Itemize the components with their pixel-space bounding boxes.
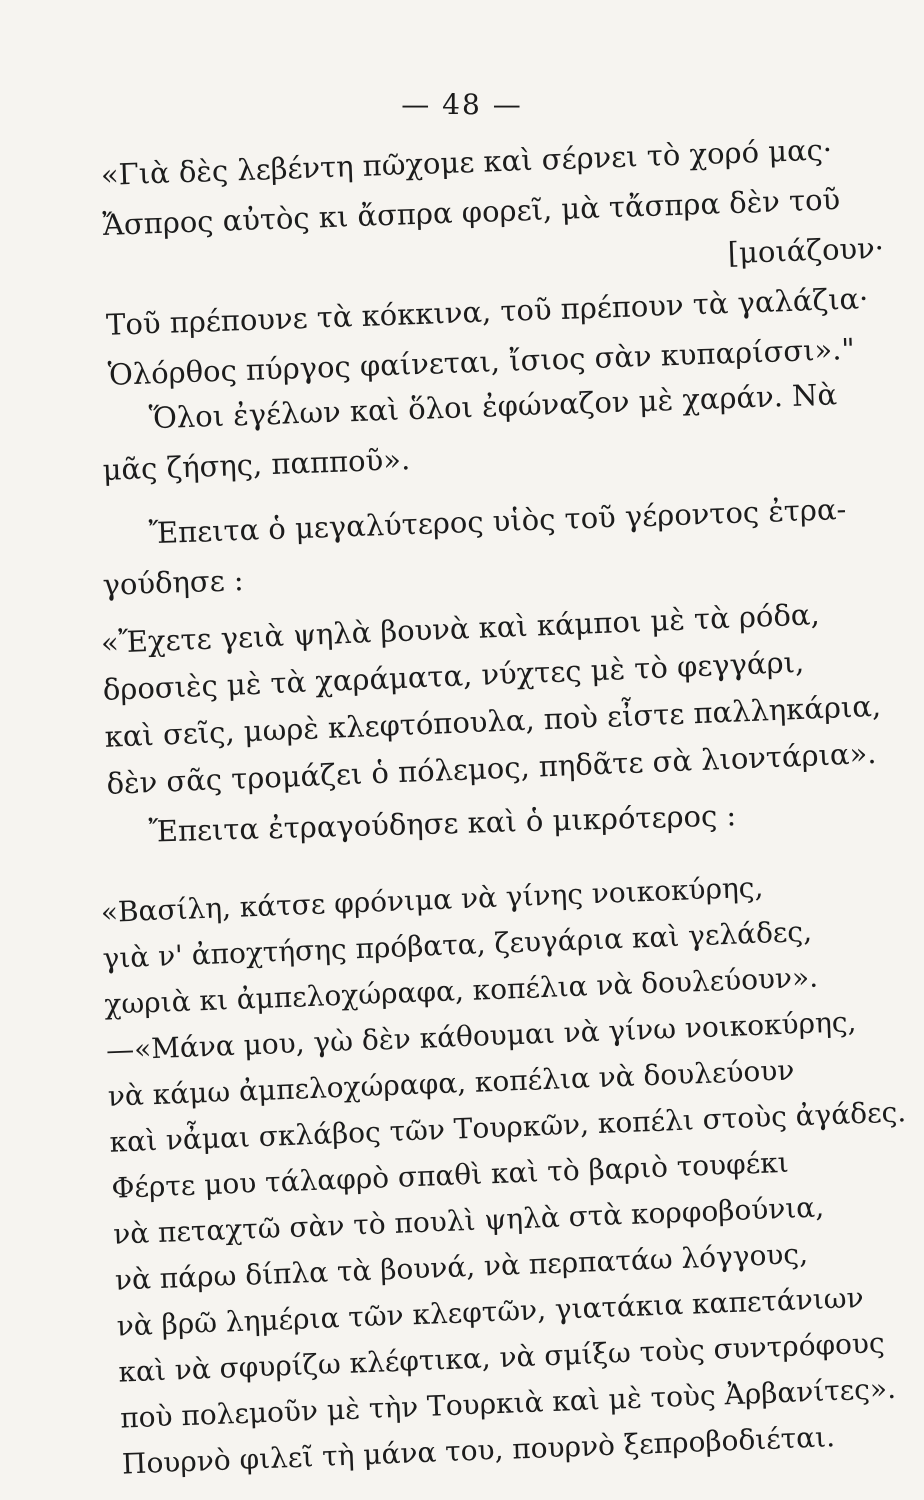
- verse-line: χωριὰ κι ἀμπελοχώραφα, κοπέλια νὰ δουλεύουν».: [103, 960, 819, 1021]
- prose-line: Ἔπειτα ὁ μεγαλύτερος υἱὸς τοῦ γέροντος ἐτρα-: [148, 491, 847, 551]
- verse-stanza-2: [100, 589, 887, 808]
- verse-line: Ἄσπρος αὐτὸς κι ἄσπρα φορεῖ, μὰ τἄσπρα δὲν τοῦ: [102, 182, 841, 242]
- verse-line: —«Μάνα μου, γὼ δὲν κάθουμαι νὰ γίνω νοικοκύρης,: [105, 1005, 857, 1067]
- verse-line: δὲν σᾶς τρομάζει ὁ πόλεμος, πηδᾶτε σὰ λιοντάρια».: [105, 735, 878, 801]
- prose-line: Ὅλοι ἐγέλων καὶ ὅλοι ἐφώναζον μὲ χαράν. Νὰ: [148, 377, 838, 436]
- verse-line: νὰ βρῶ λημέρια τῶν κλεφτῶν, γιατάκια καπετάνιων: [116, 1281, 865, 1343]
- verse-stanza-3: [100, 860, 907, 1488]
- verse-line: νὰ κάμω ἀμπελοχώραφα, κοπέλια νὰ δουλεύουν: [107, 1053, 795, 1113]
- verse-stanza-1: [100, 123, 888, 400]
- verse-line: Τοῦ πρέπουνε τὰ κόκκινα, τοῦ πρέπουν τὰ γαλάζια·: [105, 281, 869, 342]
- verse-line: καὶ σεῖς, μωρὲ κλεφτόπουλα, ποὺ εἶστε παλληκάρια,: [104, 688, 882, 754]
- verse-line: δροσιὲς μὲ τὰ χαράματα, νύχτες μὲ τὸ φεγγάρι,: [102, 644, 805, 707]
- verse-line: καὶ νἆμαι σκλάβος τῶν Τουρκῶν, κοπέλι στοὺς ἀγάδες.: [109, 1095, 907, 1159]
- prose-line: Ἔπειτα ἐτραγούδησε καὶ ὁ μικρότερος :: [148, 798, 737, 849]
- verse-line: Ὁλόρθος πύργος φαίνεται, ἴσιος σὰν κυπαρίσσι».": [107, 331, 856, 392]
- verse-line: Φέρτε μου τάλαφρὸ σπαθὶ καὶ τὸ βαριὸ τουφέκι: [110, 1145, 790, 1205]
- verse-line: γιὰ ν' ἀποχτήσης πρόβατα, ζευγάρια καὶ γελάδες,: [101, 914, 813, 975]
- prose-line: μᾶς ζήσης, παπποῦ».: [102, 442, 411, 487]
- verse-line: νὰ πεταχτῶ σὰν τὸ πουλὶ ψηλὰ στὰ κορφοβούνια,: [112, 1190, 825, 1251]
- prose-line: γούδησε :: [102, 563, 245, 602]
- verse-line: νὰ πάρω δίπλα τὰ βουνά, νὰ περπατάω λόγγους,: [114, 1237, 809, 1297]
- page-number: — 48 —: [401, 88, 523, 121]
- verse-line: «Ἔχετε γειὰ ψηλὰ βουνὰ καὶ κάμποι μὲ τὰ ρόδα,: [100, 597, 821, 660]
- verse-line-continuation: [μοιάζουν·: [727, 230, 885, 271]
- verse-line: καὶ νὰ σφυρίζω κλέφτικα, νὰ σμίξω τοὺς συντρόφους: [117, 1326, 886, 1389]
- verse-line: «Γιὰ δὲς λεβέντη πῶχομε καὶ σέρνει τὸ χορό μας·: [100, 132, 833, 192]
- verse-line: Πουρνὸ φιλεῖ τὴ μάνα του, πουρνὸ ξεπροβοδιέται.: [121, 1420, 836, 1481]
- prose-paragraph-2: [100, 483, 883, 610]
- verse-line: «Βασίλη, κάτσε φρόνιμα νὰ γίνης νοικοκύρης,: [100, 870, 764, 929]
- verse-line: ποὺ πολεμοῦν μὲ τὴν Τουρκιὰ καὶ μὲ τοὺς Ἀρβανίτες».: [119, 1371, 897, 1435]
